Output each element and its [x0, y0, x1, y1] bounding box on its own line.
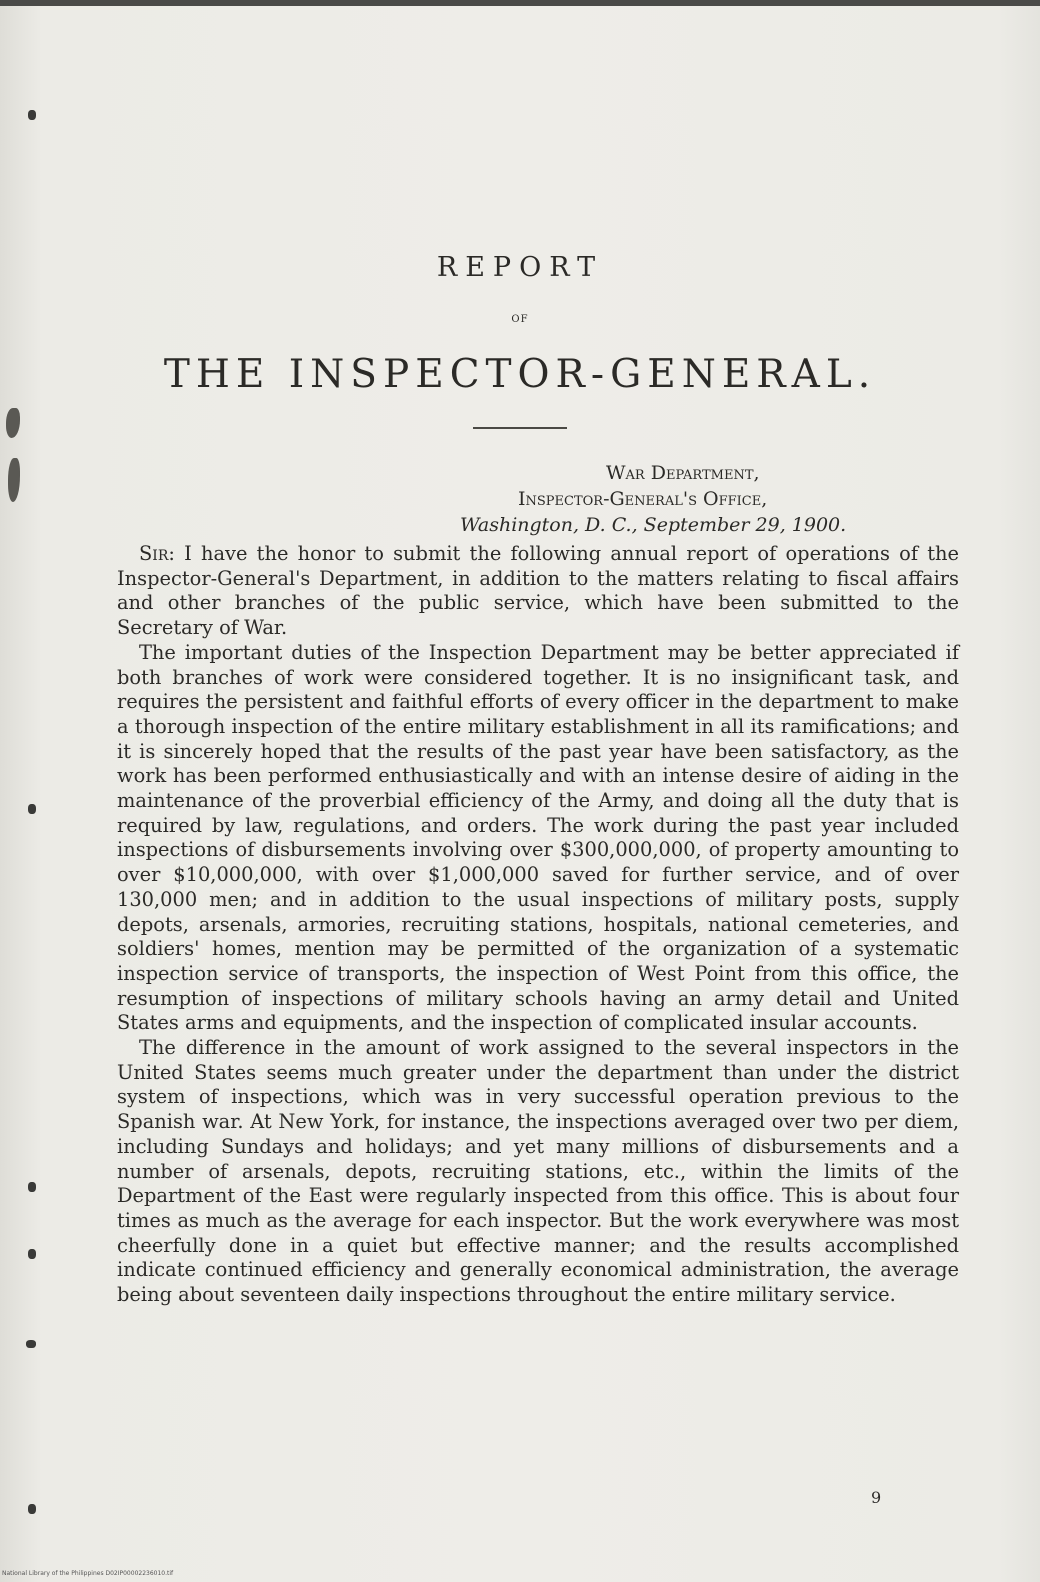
binding-hole — [28, 1182, 36, 1192]
address-department: War Department, — [606, 462, 760, 484]
salutation: Sir: — [139, 542, 175, 565]
paragraph-2: The important duties of the Inspection Department may be better appreciated if both branches of work were considered together. It is no insignificant task, and requires the persistent and faithful efforts of every officer in the department to make a thorough inspection of the entire military establishment in all its ramifications; and it is sincerely hoped that the results of the past year have been satisfactory, as the work has been performed enthusiastically and with an intense desire of aiding in the maintenance of the proverbial efficiency of the Army, and doing all the duty that is required by law, regulations, and orders. The work during the past year included inspections of disbursements involving over $300,000,000, of property amounting to over $10,000,000, with over $1,000,000 saved for further service, and of over 130,000 men; and in addition to the usual inspections of military posts, supply depots, arsenals, armories, recruiting stations, hospitals, national cemeteries, and soldiers' homes, mention may be permitted of the organization of a systematic inspection service of transports, the inspection of West Point from this office, the resumption of inspections of military schools having an army detail and United States arms and equipments, and the inspection of complicated insular accounts. — [117, 640, 959, 1035]
binding-hole — [28, 1504, 36, 1514]
paragraph-1 — [117, 542, 959, 641]
address-office: Inspector-General's Office, — [518, 488, 768, 510]
of-word: OF — [511, 314, 529, 325]
report-heading: REPORT — [436, 252, 604, 283]
document-title: THE INSPECTOR-GENERAL. — [163, 352, 877, 397]
report-body — [117, 542, 959, 1308]
binding-hole — [26, 1340, 36, 1348]
binding-hole — [28, 804, 36, 814]
title-divider — [473, 427, 567, 429]
paper-tear — [6, 408, 20, 438]
address-place-date: Washington, D. C., September 29, 1900. — [460, 514, 847, 536]
binding-hole — [28, 110, 36, 120]
paragraph-3: The difference in the amount of work assigned to the several inspectors in the United States seems much greater under the department than under the district system of inspections, which was in very successful operation previous to the Spanish war. At New York, for instance, the inspections averaged over two per diem, including Sundays and holidays; and yet many millions of disbursements and a number of arsenals, depots, recruiting stations, etc., within the limits of the Department of the East were regularly inspected from this office. This is about four times as much as the average for each inspector. But the work everywhere was most cheerfully done in a quiet but effective manner; and the results accomplished indicate continued efficiency and generally economical administration, the average being about seventeen daily inspections throughout the entire military service. — [117, 1036, 959, 1307]
paper-tear — [8, 458, 20, 502]
binding-hole — [28, 1249, 36, 1259]
paragraph-1-text: I have the honor to submit the following annual report of operations of the Inspector-General's Department, in addition to the matters relating to fiscal affairs and other branches of the public service, which have been submitted to the Secretary of War. — [117, 542, 959, 640]
page-number: 9 — [871, 1488, 882, 1507]
binding-edge — [0, 6, 42, 1582]
scan-footer: National Library of the Philippines D02IP00002236010.tif — [2, 1570, 174, 1577]
